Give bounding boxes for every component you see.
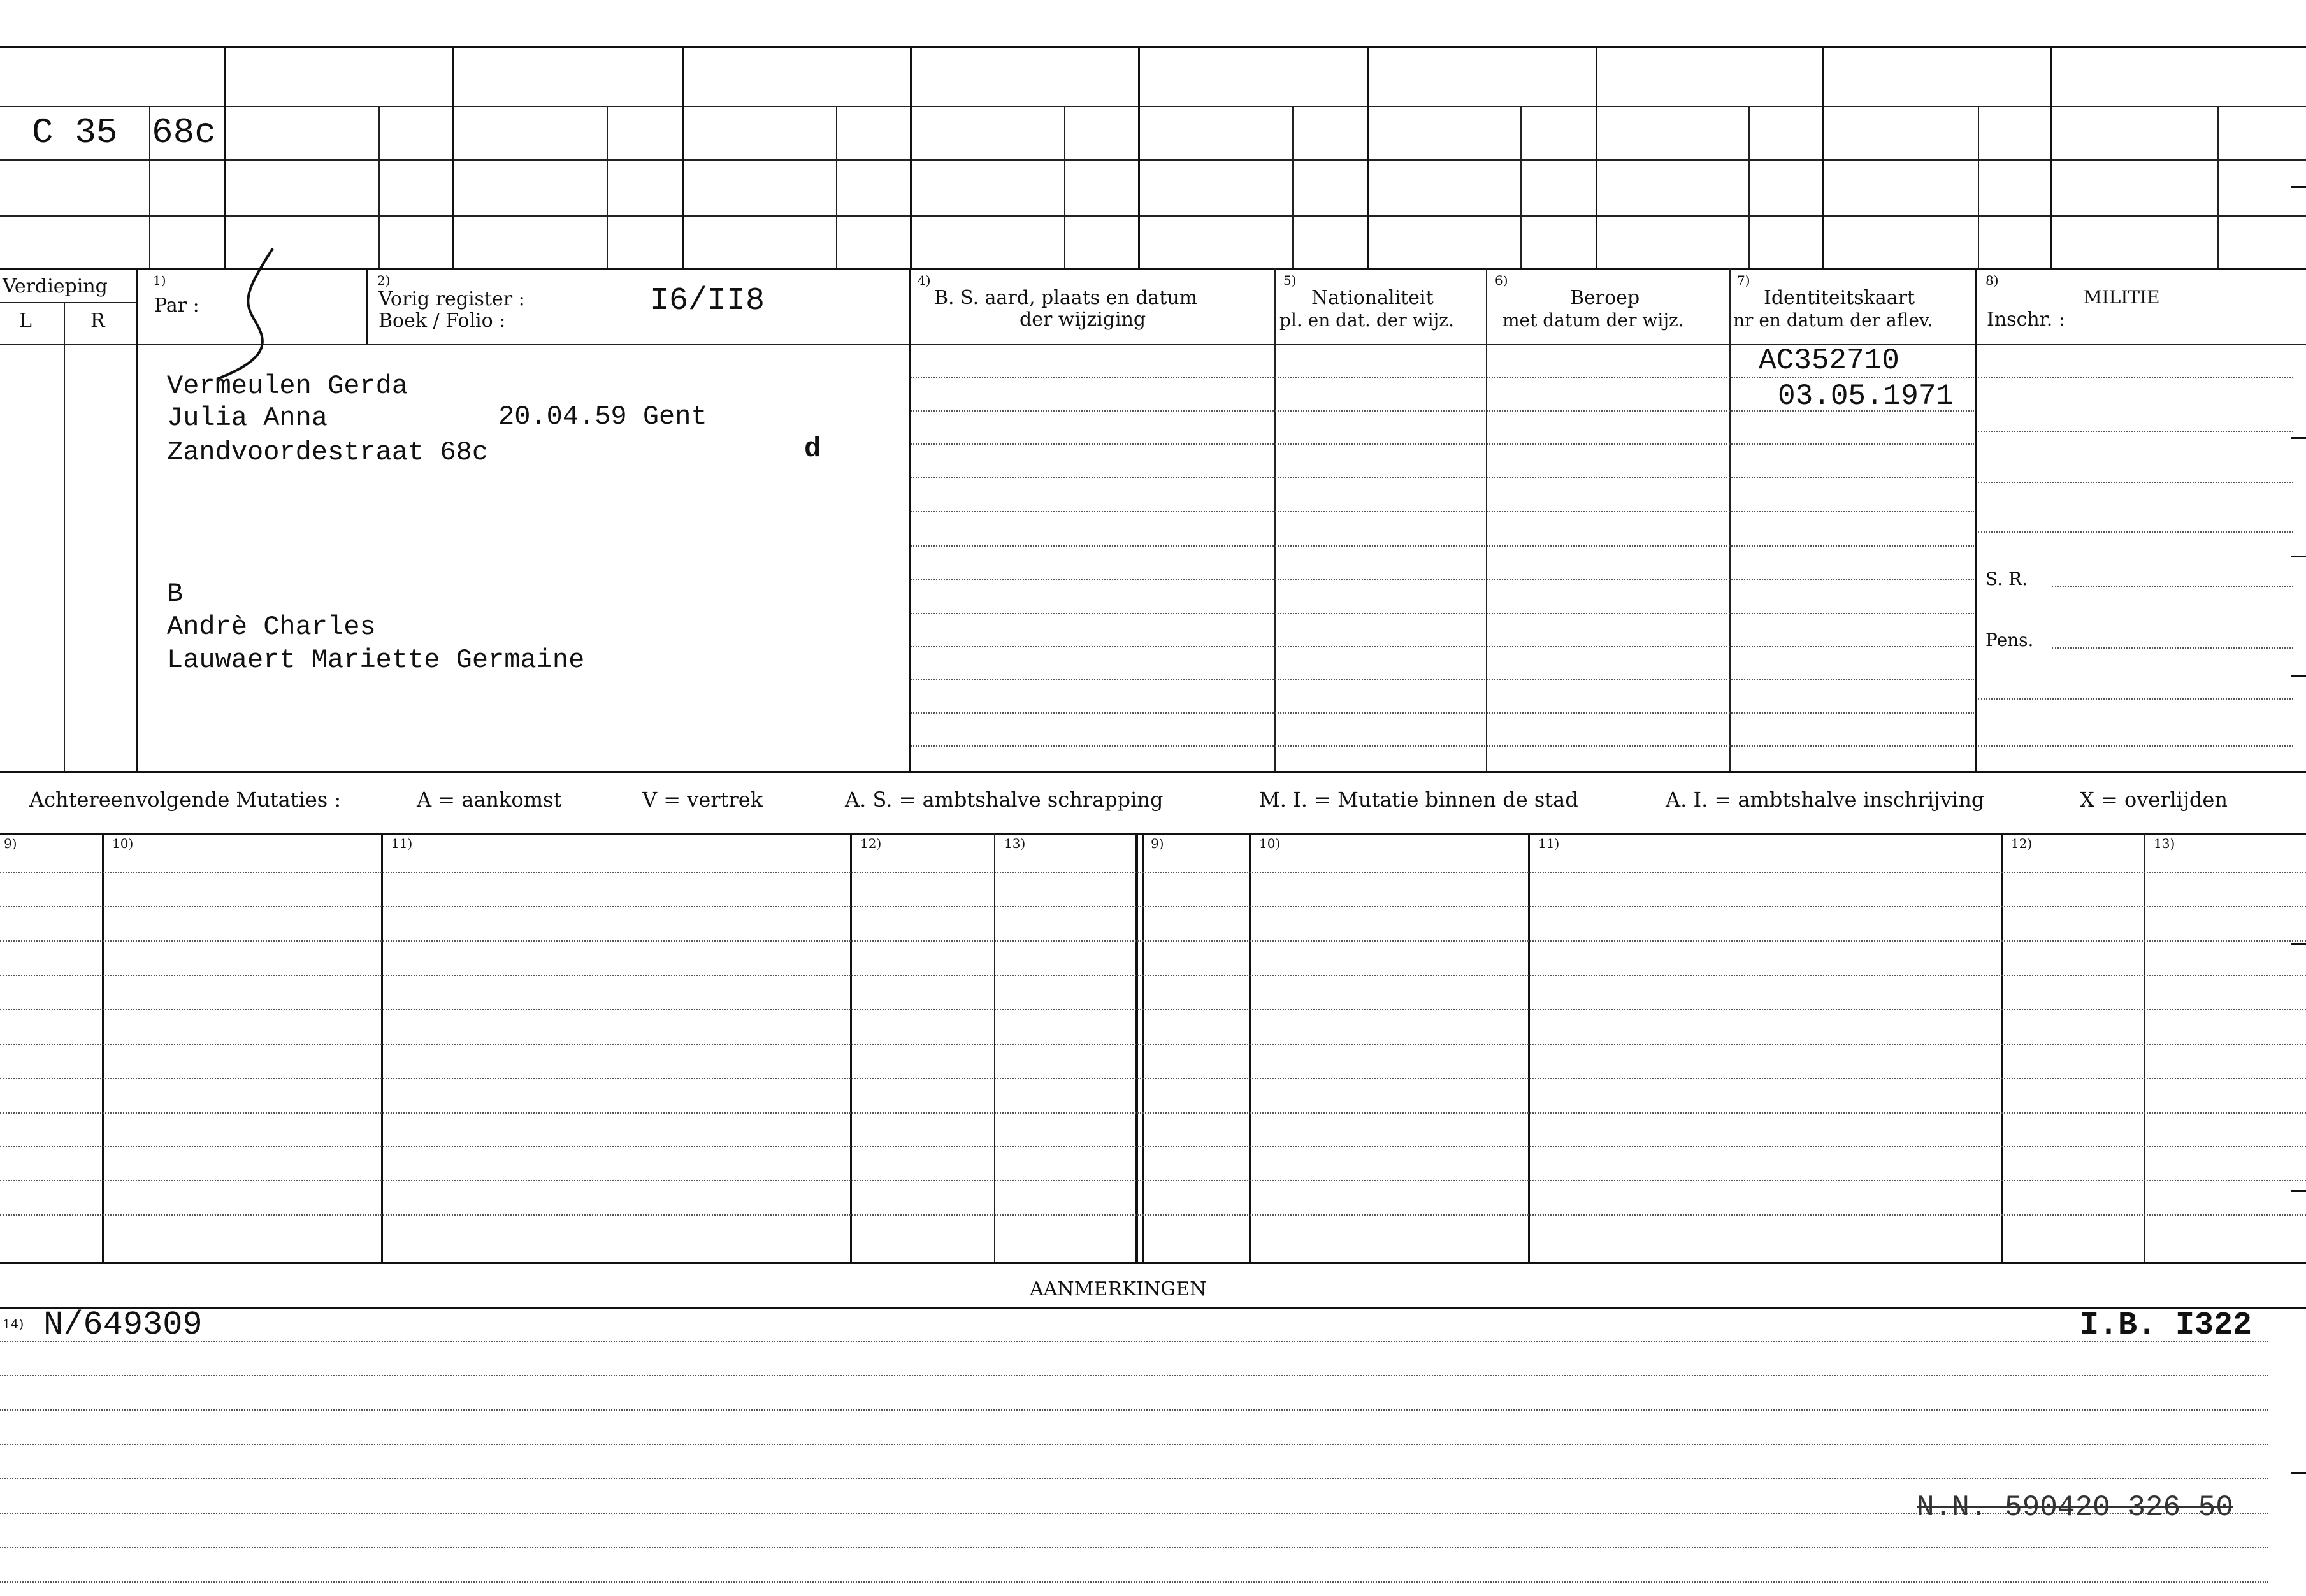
grid-line [0,344,2306,345]
house-number: 68c [152,112,216,153]
row-line [0,1478,2268,1479]
grid-line [1142,833,1144,1262]
row-line [911,443,1974,445]
grid-line [102,833,104,1262]
row-line [0,1581,2268,1583]
grid-line [0,771,2306,773]
par-label: Par : [154,294,199,317]
grid-line [1138,46,1140,268]
vorig-register-label: Vorig register : [378,288,525,310]
grid-line [1975,268,1977,771]
row-line [0,1044,2306,1045]
row-line [911,511,1974,512]
row-line [911,579,1974,580]
grid-line [1367,46,1369,268]
grid-line [2050,46,2052,268]
row-line [1978,745,2293,747]
id-card-number: AC352710 [1759,344,1899,377]
grid-line [1520,106,1522,268]
grid-line [836,106,837,268]
right-label: R [90,310,105,332]
row-line [2052,647,2293,649]
pens-label: Pens. [1985,629,2034,651]
b-mark: B [167,579,184,609]
row-line [911,377,1974,378]
col-number: 14) [3,1316,24,1332]
margin-tick [2291,1472,2306,1474]
grid-line [136,268,138,771]
row-line [1978,482,2293,483]
grid-line [682,46,684,268]
row-line [911,477,1974,478]
row-line [0,1112,2306,1114]
row-line [911,613,1974,614]
col-number: 12) [860,836,882,851]
row-line [1978,698,2293,700]
status-mark: d [804,433,821,465]
margin-tick [2291,437,2306,439]
col-number: 10) [1259,836,1281,851]
grid-line [0,302,136,303]
grid-line [607,106,608,268]
row-line [0,1444,2268,1445]
row-line [0,1146,2306,1147]
grid-line [0,833,2306,835]
row-line [2052,586,2293,587]
militie-header: MILITIE [2084,287,2160,308]
row-line [0,1180,2306,1181]
grid-line [224,46,226,268]
grid-line [1822,46,1824,268]
grid-line [0,268,2306,270]
identiteitskaart-header-line2: nr en datum der aflev. [1733,310,1933,331]
col-number: 5) [1283,273,1297,288]
national-number: N.N. 590420 326 50 [1917,1491,2233,1524]
row-line [0,1078,2306,1079]
col-number: 9) [4,836,17,851]
grid-line [1978,106,1979,268]
grid-line [64,302,65,771]
margin-tick [2291,186,2306,188]
grid-line [0,106,2306,107]
margin-tick [2291,943,2306,945]
grid-line [452,46,454,268]
legend-title: Achtereenvolgende Mutaties : [29,787,342,812]
col-number: 6) [1495,273,1508,288]
margin-tick [2291,675,2306,677]
grid-line [149,106,150,268]
beroep-header-line1: Beroep [1570,287,1640,309]
grid-line [378,106,380,268]
legend-item: A = aankomst [417,787,562,812]
row-line [1978,377,2293,378]
row-line [911,545,1974,547]
grid-line [1064,106,1065,268]
row-line [0,1375,2268,1376]
grid-line [909,268,911,771]
row-line [911,745,1974,747]
legend-item: M. I. = Mutatie binnen de stad [1259,787,1578,812]
row-line [0,940,2306,942]
person-first-names: Julia Anna [167,403,328,433]
row-line [911,712,1974,714]
grid-line [1528,833,1530,1262]
mother-name: Lauwaert Mariette Germaine [167,645,585,675]
row-line [0,872,2306,873]
row-line [1978,431,2293,432]
grid-line [1596,46,1597,268]
col-number: 11) [1538,836,1560,851]
grid-line [1292,106,1294,268]
grid-line [1729,268,1731,771]
grid-line [994,833,995,1262]
grid-line [1748,106,1750,268]
grid-line [2217,106,2219,268]
left-label: L [19,310,32,332]
legend-item: V = vertrek [642,787,763,812]
ib-number: I.B. I322 [2080,1307,2252,1344]
grid-line [0,159,2306,161]
grid-line [1249,833,1251,1262]
row-line [0,1341,2268,1342]
row-line [0,975,2306,976]
grid-line [1135,833,1138,1262]
col-number: 10) [112,836,134,851]
col-number: 8) [1985,273,1999,288]
row-line [0,906,2306,907]
remarks-nr: N/649309 [43,1306,203,1344]
col-number: 2) [377,273,391,288]
grid-line [910,46,912,268]
row-line [0,1214,2306,1216]
id-card-date: 03.05.1971 [1778,380,1954,413]
row-line [0,1409,2268,1411]
identiteitskaart-header-line1: Identiteitskaart [1764,287,1915,309]
col-number: 1) [153,273,166,288]
grid-line [0,1307,2306,1309]
col-number: 7) [1737,273,1750,288]
margin-tick [2291,556,2306,557]
col-number: 13) [1004,836,1026,851]
grid-line [366,268,368,344]
col-number: 9) [1151,836,1164,851]
beroep-header-line2: met datum der wijz. [1503,310,1684,331]
row-line [0,1547,2268,1548]
grid-line [0,46,2306,48]
bs-header-line1: B. S. aard, plaats en datum [934,287,1198,309]
address: Zandvoordestraat 68c [167,437,489,468]
boek-folio-label: Boek / Folio : [378,310,506,332]
col-number: 13) [2154,836,2175,851]
nationaliteit-header-line1: Nationaliteit [1311,287,1434,309]
col-number: 12) [2011,836,2033,851]
col-number: 11) [391,836,413,851]
grid-line [0,215,2306,217]
legend-item: A. I. = ambtshalve inschrijving [1666,787,1985,812]
grid-line [2144,833,2145,1262]
row-line [911,679,1974,680]
person-name: Vermeulen Gerda [167,371,408,401]
register-value: I6/II8 [650,283,765,319]
row-line [911,646,1974,647]
father-name: Andrè Charles [167,612,376,642]
legend-item: A. S. = ambtshalve schrapping [845,787,1164,812]
grid-line [850,833,852,1262]
grid-line [2001,833,2003,1262]
nationaliteit-header-line2: pl. en dat. der wijz. [1279,310,1454,331]
grid-line [0,1262,2306,1264]
grid-line [1486,268,1487,771]
street-code: C 35 [32,112,118,153]
grid-line [381,833,383,1262]
row-line [0,1009,2306,1010]
legend-item: X = overlijden [2080,787,2228,812]
inschr-label: Inschr. : [1987,308,2065,331]
col-number: 4) [918,273,931,288]
grid-line [1274,268,1276,771]
row-line [1978,531,2293,533]
birth-info: 20.04.59 Gent [498,401,707,432]
remarks-title: AANMERKINGEN [1030,1278,1207,1300]
margin-tick [2291,1190,2306,1192]
verdieping-label: Verdieping [3,275,108,298]
sr-label: S. R. [1985,568,2028,589]
bs-header-line2: der wijziging [1020,308,1146,331]
